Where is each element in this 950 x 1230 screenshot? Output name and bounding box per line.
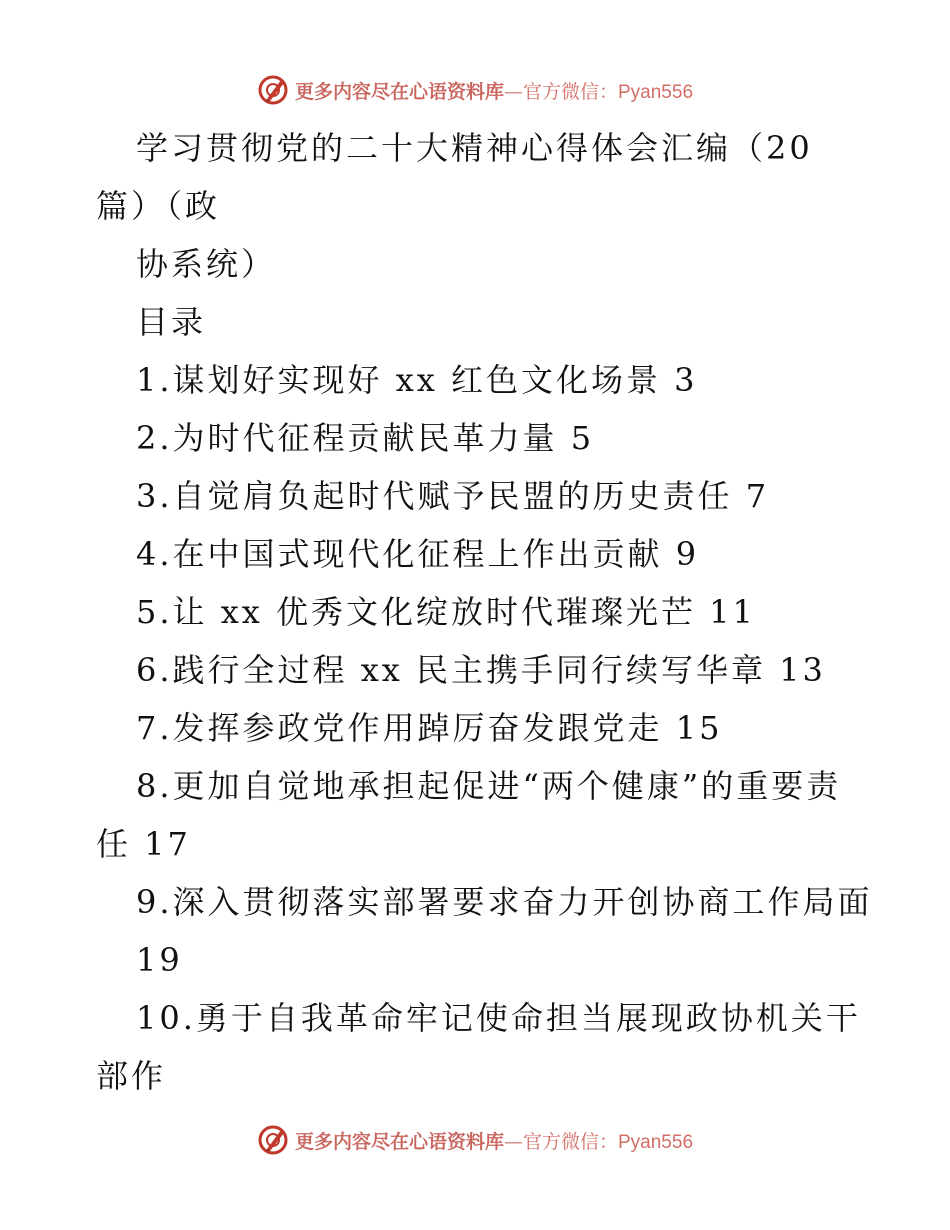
document-title-line-3: 协系统） xyxy=(136,245,277,283)
banner-text xyxy=(295,1127,693,1154)
banner-site-text: 更多内容尽在心语资料库 xyxy=(294,80,504,103)
document-title-line-1: 学习贯彻党的二十大精神心得体会汇编（20 xyxy=(136,129,813,167)
pen-logo-icon xyxy=(257,74,289,106)
toc-item-continuation: 19 xyxy=(136,941,183,979)
toc-heading: 目录 xyxy=(136,303,207,341)
toc-item: 6.践行全过程 xx 民主携手同行续写华章 13 xyxy=(136,651,826,689)
toc-item-continuation: 部作 xyxy=(96,1057,167,1095)
toc-item: 5.让 xx 优秀文化绽放时代璀璨光芒 11 xyxy=(136,593,756,631)
toc-item: 9.深入贯彻落实部署要求奋力开创协商工作局面 xyxy=(136,883,873,921)
toc-item: 10.勇于自我革命牢记使命担当展现政协机关干 xyxy=(136,999,861,1037)
toc-item: 1.谋划好实现好 xx 红色文化场景 3 xyxy=(136,361,698,399)
toc-item: 3.自觉肩负起时代赋予民盟的历史责任 7 xyxy=(136,477,770,515)
banner-account-text: 官方微信：Pyan556 xyxy=(523,1131,694,1153)
banner-text xyxy=(295,77,693,104)
banner-separator: — xyxy=(504,80,523,103)
footer-banner xyxy=(0,1120,950,1160)
header-banner xyxy=(0,70,950,110)
toc-item: 2.为时代征程贡献民革力量 5 xyxy=(136,419,595,457)
toc-item: 8.更加自觉地承担起促进“两个健康”的重要责 xyxy=(136,767,842,805)
document-title-line-2: 篇）（政 xyxy=(96,187,221,225)
pen-logo-icon xyxy=(257,1124,289,1156)
toc-item-continuation: 任 17 xyxy=(96,825,191,863)
toc-item: 4.在中国式现代化征程上作出贡献 9 xyxy=(136,535,700,573)
banner-site-text: 更多内容尽在心语资料库 xyxy=(294,1130,504,1153)
banner-separator: — xyxy=(504,1130,523,1153)
toc-item: 7.发挥参政党作用踔厉奋发跟党走 15 xyxy=(136,709,723,747)
banner-account-text: 官方微信：Pyan556 xyxy=(523,81,694,103)
